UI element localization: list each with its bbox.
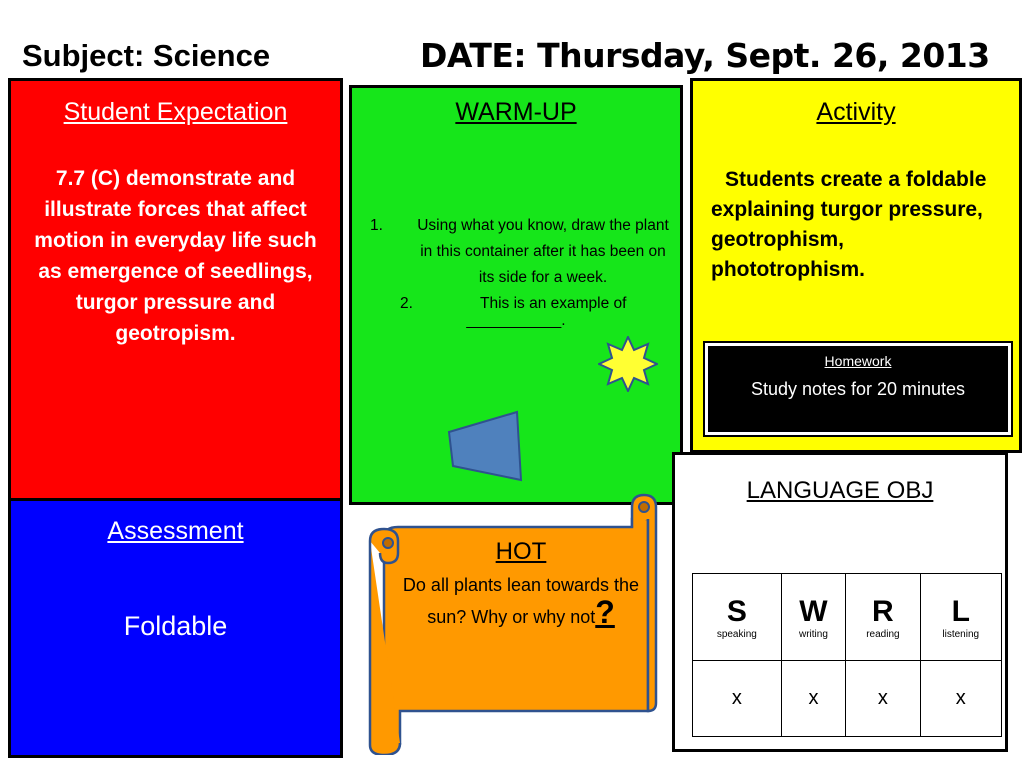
skill-letter: S [726,594,747,628]
skill-word: reading [866,628,900,640]
student-expectation-title: Student Expectation [63,98,288,126]
table-cell [693,574,782,661]
hot-question-text: Do all plants lean towards the sun? Why or why not [402,575,640,627]
warm-up-item [362,213,672,291]
homework-title: Homework [824,353,892,369]
table-cell [846,574,920,661]
homework-text: Study notes for 20 minutes [750,379,966,399]
question-mark: ? [595,594,615,630]
warm-up-list [362,213,672,317]
date-heading: DATE: Thursday, Sept. 26, 2013 [420,36,990,75]
table-cell [920,574,1002,661]
skill-mark: x [781,661,846,737]
skill-word: speaking [716,628,757,640]
table-row [693,661,1002,737]
language-objective-panel [672,452,1008,752]
activity-title: Activity [816,98,896,126]
table-cell [781,574,846,661]
subject-heading: Subject: Science [22,38,271,73]
skill-mark: x [693,661,782,737]
hot-title: HOT [495,538,547,565]
warm-up-item-number: 1. [370,217,383,234]
skill-letter: L [951,594,970,628]
activity-text: Students create a foldable explaining turgor pressure, geotrophism, phototrophism. [711,168,987,281]
assessment-panel [8,498,343,758]
warm-up-panel [349,85,683,505]
skill-mark: x [920,661,1002,737]
skill-letter: W [799,594,828,628]
student-expectation-text: 7.7 (C) demonstrate and illustrate forces that affect motion in everyday life such as emergence of seedlings, turgor pressure and geotropism. [34,167,317,345]
skill-mark: x [846,661,920,737]
assessment-title: Assessment [107,517,244,545]
assessment-text: Foldable [123,611,228,641]
homework-box [705,343,1011,435]
star-shape-icon [598,336,658,392]
warm-up-item-text: Using what you know, draw the plant in this container after it has been on its side for a week. [417,217,669,286]
hot-question [397,572,645,631]
student-expectation-panel [8,78,343,502]
warm-up-blank: ___________. [466,312,566,329]
activity-panel [690,78,1022,453]
container-shape-icon [445,410,525,482]
warm-up-title: WARM-UP [455,98,577,126]
language-objective-table [692,573,1002,737]
language-objective-title: LANGUAGE OBJ [746,477,934,504]
skill-word: listening [942,628,980,640]
skill-letter: R [872,594,894,628]
table-row [693,574,1002,661]
warm-up-item-number: 2. [400,295,413,312]
skill-word: writing [799,628,828,640]
warm-up-item-text: This is an example of [480,295,627,312]
